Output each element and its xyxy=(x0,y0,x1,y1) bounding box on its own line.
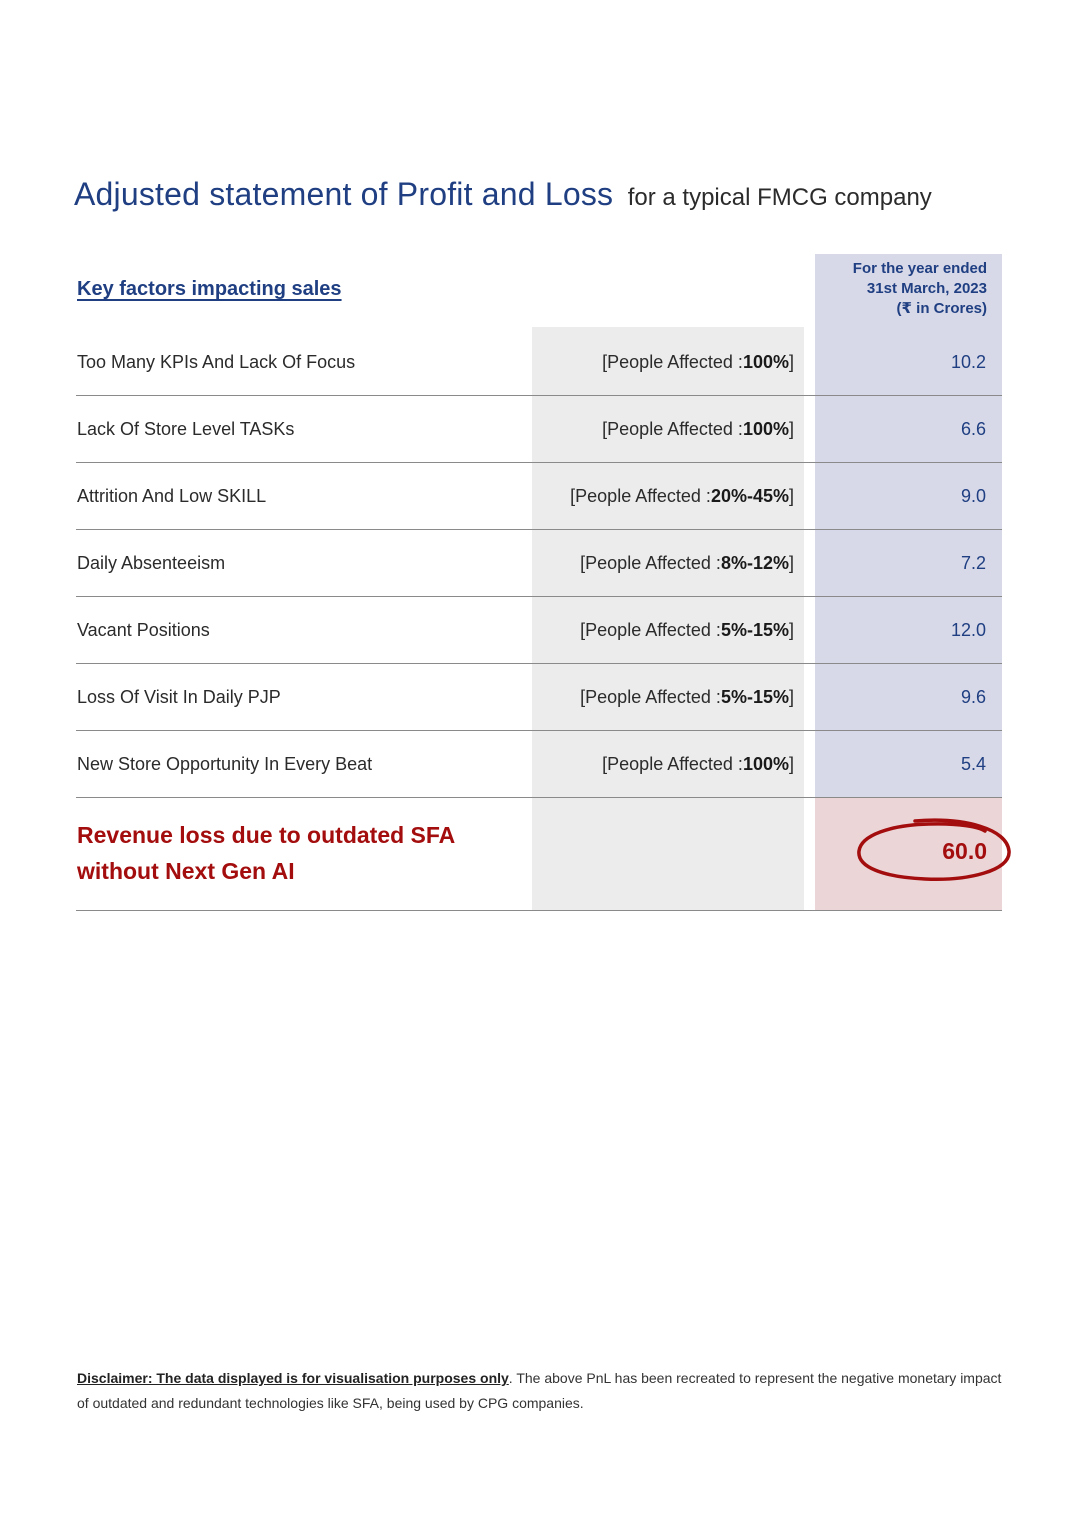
row-value: 9.0 xyxy=(960,486,986,506)
factors-header: Key factors impacting sales xyxy=(77,278,342,300)
factor-label: New Store Opportunity In Every Beat xyxy=(77,754,373,774)
factor-label: Loss Of Visit In Daily PJP xyxy=(77,687,281,707)
year-header-line: 31st March, 2023 xyxy=(866,280,987,297)
table-row xyxy=(76,396,1002,463)
row-value: 7.2 xyxy=(960,553,986,573)
people-affected-percent: 5%-15% xyxy=(720,687,789,707)
row-value: 10.2 xyxy=(950,352,986,372)
people-affected: [People Affected :100%] xyxy=(602,754,794,774)
people-affected-percent: 5%-15% xyxy=(720,620,789,640)
factor-label: Daily Absenteeism xyxy=(77,553,226,573)
total-label-line: Revenue loss due to outdated SFA xyxy=(77,822,456,848)
people-affected-prefix: People Affected : xyxy=(607,754,743,774)
people-affected: [People Affected :20%-45%] xyxy=(570,486,794,506)
disclaimer-lead: Disclaimer: The data displayed is for visualisation purposes only xyxy=(77,1370,509,1386)
total-label xyxy=(77,817,455,889)
people-affected-prefix: People Affected : xyxy=(575,486,711,506)
table-row xyxy=(76,463,1002,530)
table-row xyxy=(76,731,1002,798)
factor-label: Too Many KPIs And Lack Of Focus xyxy=(77,352,356,372)
year-header-line: (₹ in Crores) xyxy=(896,300,987,317)
people-affected-prefix: People Affected : xyxy=(607,419,743,439)
table-row xyxy=(76,597,1002,664)
row-value: 6.6 xyxy=(960,419,986,439)
factor-label: Lack Of Store Level TASKs xyxy=(77,419,295,439)
people-affected: [People Affected :100%] xyxy=(602,352,794,372)
people-affected-prefix: People Affected : xyxy=(585,620,721,640)
people-affected-percent: 20%-45% xyxy=(710,486,789,506)
row-value: 12.0 xyxy=(950,620,986,640)
people-affected-prefix: People Affected : xyxy=(607,352,743,372)
table-row xyxy=(76,530,1002,597)
people-affected: [People Affected :5%-15%] xyxy=(580,620,794,640)
row-divider xyxy=(76,797,1002,798)
people-affected-prefix: People Affected : xyxy=(585,687,721,707)
people-affected: [People Affected :5%-15%] xyxy=(580,687,794,707)
title-subtitle: for a typical FMCG company xyxy=(627,184,932,211)
people-affected: [People Affected :100%] xyxy=(602,419,794,439)
people-affected-percent: 100% xyxy=(742,419,789,439)
table-row xyxy=(76,664,1002,731)
year-header xyxy=(815,259,987,319)
total-value: 60.0 xyxy=(942,838,987,864)
total-label-line: without Next Gen AI xyxy=(77,858,295,884)
disclaimer xyxy=(77,1366,1007,1416)
table-row xyxy=(76,329,1002,396)
page-title xyxy=(74,176,932,213)
factor-label: Attrition And Low SKILL xyxy=(77,486,267,506)
people-affected-prefix: People Affected : xyxy=(585,553,721,573)
year-header-line: For the year ended xyxy=(852,260,987,277)
people-affected: [People Affected :8%-12%] xyxy=(580,553,794,573)
factor-label: Vacant Positions xyxy=(77,620,210,640)
row-divider xyxy=(76,910,1002,911)
people-affected-percent: 8%-12% xyxy=(720,553,789,573)
people-affected-percent: 100% xyxy=(742,754,789,774)
row-value: 5.4 xyxy=(960,754,986,774)
title-main: Adjusted statement of Profit and Loss xyxy=(74,176,614,212)
row-value: 9.6 xyxy=(960,687,986,707)
people-affected-percent: 100% xyxy=(742,352,789,372)
disclaimer-text: . The above PnL has been recreated to represent the negative monetary impact of outdated and redundant technologies like SFA, being used by CPG companies. xyxy=(77,1370,1002,1411)
